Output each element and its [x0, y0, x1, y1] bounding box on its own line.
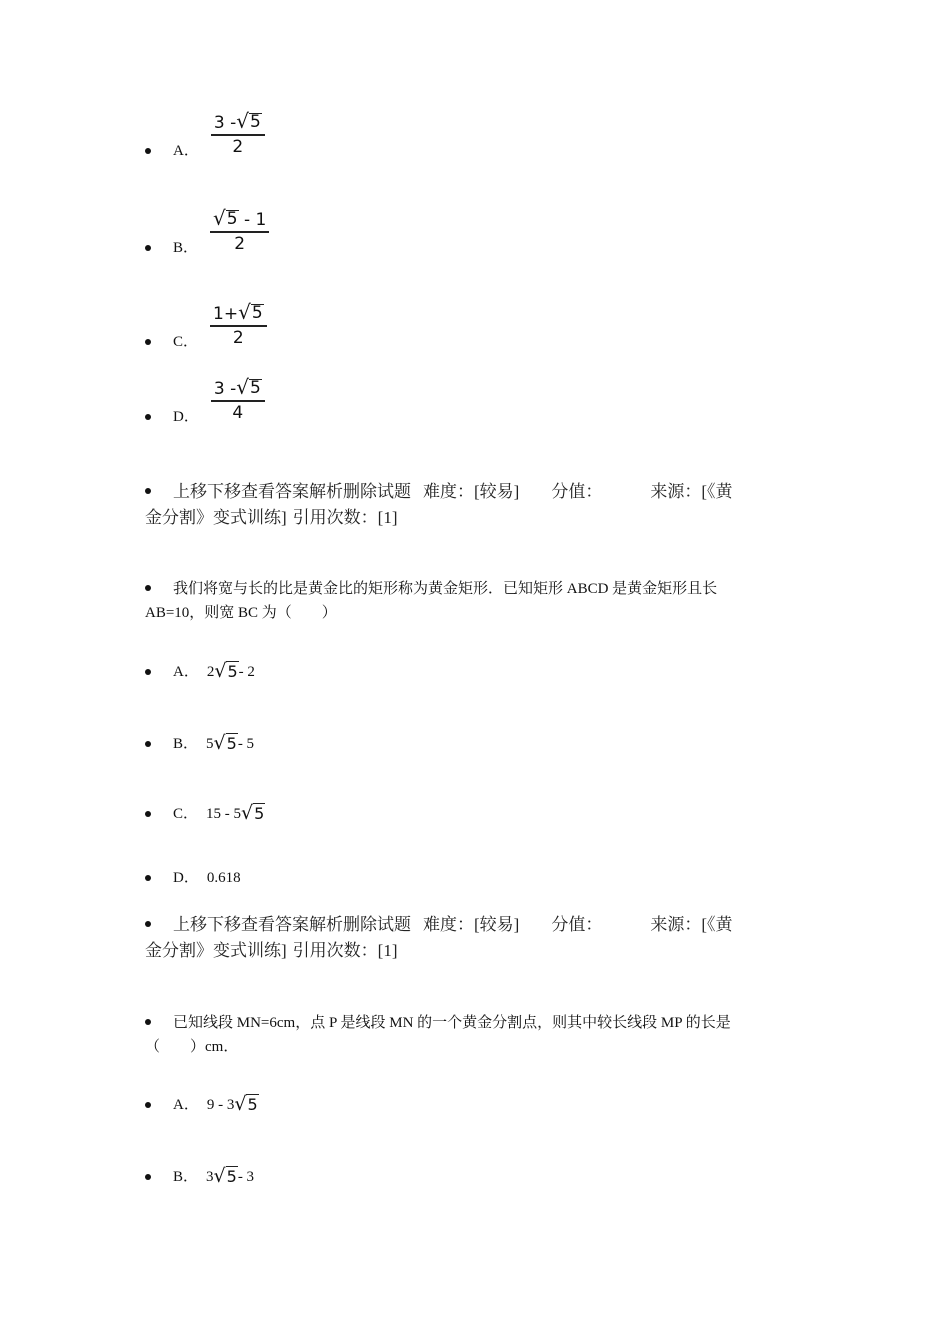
bullet [145, 875, 151, 881]
source-continued: 金分割》变式训练] [145, 941, 287, 960]
citations: 引用次数：[1] [292, 508, 398, 527]
sqrt: √ 5 [213, 1165, 237, 1187]
q1-option-d[interactable] [145, 375, 265, 426]
q1-option-a[interactable] [145, 109, 265, 160]
source: 来源：[《黄 [650, 915, 733, 934]
q3-option-b[interactable] [145, 1165, 254, 1186]
q2-question [145, 577, 805, 625]
bullet [145, 339, 151, 345]
source-continued: 金分割》变式训练] [145, 508, 287, 527]
fraction: 3 - √ 5 2 [211, 111, 265, 156]
q2-option-c[interactable] [145, 802, 265, 823]
expression: 3 √ 5 - 3 [206, 1165, 255, 1187]
option-letter: C． [173, 806, 199, 822]
question-text: 我们将宽与长的比是黄金比的矩形称为黄金矩形．已知矩形 ABCD 是黄金矩形且长 [173, 581, 718, 597]
sqrt: √ 5 [213, 732, 237, 754]
expression: 9 - 3 √ 5 [206, 1093, 258, 1115]
option-letter: A． [173, 664, 199, 680]
bullet [145, 148, 151, 154]
option-letter: D． [173, 409, 199, 425]
option-letter: B． [173, 1169, 199, 1185]
sqrt: √ 5 [234, 1093, 258, 1115]
sqrt: √ 5 [238, 300, 263, 324]
expression: 0.618 [206, 870, 241, 886]
bullet [145, 414, 151, 420]
question-text-continued: AB=10，则宽 BC 为（ ） [145, 605, 337, 621]
question-text: 已知线段 MN=6cm，点 P 是线段 MN 的一个黄金分割点，则其中较长线段 MP 的长是 [173, 1015, 731, 1031]
q3-option-a[interactable] [145, 1093, 259, 1114]
fraction: √ 5 - 1 2 [210, 208, 269, 253]
source: 来源：[《黄 [650, 482, 733, 501]
q2-option-a[interactable] [145, 660, 255, 681]
sqrt: √ 5 [236, 375, 261, 399]
q2-option-b[interactable] [145, 732, 254, 753]
fraction: 1+ √ 5 2 [210, 302, 267, 347]
expression: 2 √ 5 - 2 [206, 660, 255, 682]
bullet [145, 811, 151, 817]
bullet [145, 245, 151, 251]
bullet [145, 669, 151, 675]
q2-option-d[interactable] [145, 866, 241, 887]
bullet [145, 488, 151, 494]
difficulty: 难度：[较易] [423, 482, 520, 501]
sqrt: √ 5 [241, 802, 265, 824]
option-letter: D． [173, 870, 199, 886]
option-letter: B． [173, 240, 199, 256]
bullet [145, 921, 151, 927]
q1-option-c[interactable] [145, 300, 267, 351]
fraction: 3 - √ 5 4 [211, 377, 265, 422]
option-letter: C． [173, 334, 199, 350]
q1-meta [145, 479, 805, 531]
q2-meta [145, 912, 805, 964]
bullet [145, 741, 151, 747]
option-letter: A． [173, 143, 199, 159]
score: 分值： [551, 482, 603, 501]
option-letter: A． [173, 1097, 199, 1113]
expression: 5 √ 5 - 5 [206, 732, 255, 754]
option-letter: B． [173, 736, 199, 752]
bullet [145, 1174, 151, 1180]
action-links[interactable]: 上移下移查看答案解析删除试题 [173, 915, 411, 934]
bullet [145, 585, 151, 591]
score: 分值： [551, 915, 603, 934]
bullet [145, 1019, 151, 1025]
citations: 引用次数：[1] [292, 941, 398, 960]
bullet [145, 1102, 151, 1108]
q1-option-b[interactable] [145, 206, 269, 257]
sqrt: √ 5 [236, 109, 261, 133]
expression: 15 - 5 √ 5 [206, 802, 265, 824]
question-text-continued: （ ）cm． [145, 1039, 239, 1055]
action-links[interactable]: 上移下移查看答案解析删除试题 [173, 482, 411, 501]
q3-question [145, 1011, 805, 1059]
difficulty: 难度：[较易] [423, 915, 520, 934]
sqrt: √ 5 [213, 206, 238, 230]
sqrt: √ 5 [214, 660, 238, 682]
